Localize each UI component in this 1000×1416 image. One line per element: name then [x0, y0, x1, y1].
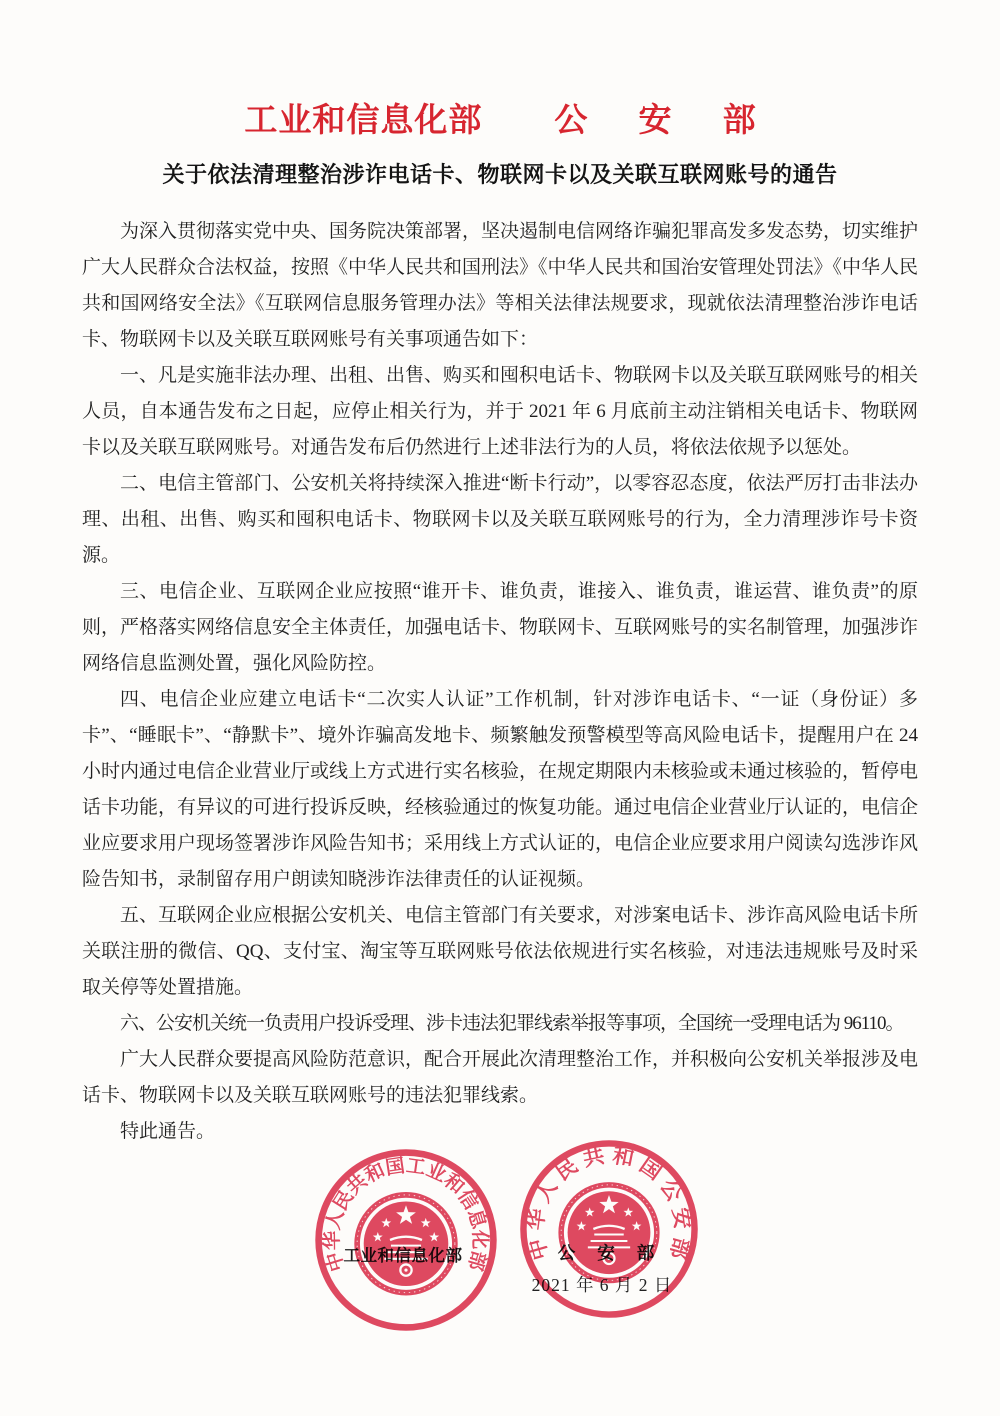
ministry-header — [0, 0, 1000, 141]
paragraph: 一、凡是实施非法办理、出租、出售、购买和囤积电话卡、物联网卡以及关联互联网账号的相关人员，自本通告发布之日起，应停止相关行为，并于 2021 年 6 月底前主动注销相关电话卡、物联网卡以及关联互联网账号。对通告发布后仍然进行上述非法行为的人员，将依法依规予以惩处。 — [82, 365, 919, 458]
national-emblem-icon — [561, 1185, 657, 1281]
document-body — [82, 214, 918, 1150]
paragraph: 五、互联网企业应根据公安机关、电信主管部门有关要求，对涉案电话卡、涉诈高风险电话卡所关联注册的微信、QQ、支付宝、淘宝等互联网账号依法依规进行实名核验，对违法违规账号及时采取关停等处置措施。 — [82, 905, 919, 998]
paragraph: 特此通告。 — [120, 1121, 216, 1142]
paragraph: 为深入贯彻落实党中央、国务院决策部署，坚决遏制电信网络诈骗犯罪高发多发态势，切实维护广大人民群众合法权益，按照《中华人民共和国刑法》《中华人民共和国治安管理处罚法》《中华人民共和国网络安全法》《互联网信息服务管理办法》等相关法律法规要求，现就依法清理整治涉诈电话卡、物联网卡以及关联互联网账号有关事项通告如下： — [82, 221, 919, 350]
document-title: 关于依法清理整治涉诈电话卡、物联网卡以及关联互联网账号的通告 — [162, 162, 838, 187]
seal-ring-text: 中华人民共和国工业和信息化部 — [322, 1155, 490, 1274]
printed-department-name-miit: 工业和信息化部 — [343, 1246, 463, 1265]
seal-ring-text: 中华人民共和国公安部 — [523, 1143, 695, 1263]
paragraph: 六、公安机关统一负责用户投诉受理、涉卡违法犯罪线索举报等事项，全国统一受理电话为 96110。 — [120, 1013, 904, 1034]
paragraph: 二、电信主管部门、公安机关将持续深入推进“断卡行动”，以零容忍态度，依法严厉打击非法办理、出租、出售、购买和囤积电话卡、物联网卡以及关联互联网账号的行为，全力清理涉诈号卡资源。 — [82, 473, 918, 566]
miit-official-seal — [312, 1146, 500, 1334]
paragraph: 四、电信企业应建立电话卡“二次实人认证”工作机制，针对涉诈电话卡、“一证（身份证）多卡”、“睡眠卡”、“静默卡”、境外诈骗高发地卡、频繁触发预警模型等高风险电话卡，提醒用户在 24 小时内通过电信企业营业厅或线上方式进行实名核验，在规定期限内未核验或未通过核验的，暂停电话卡功能，有异议的可进行投诉反映，经核验通过的恢复功能。通过电信企业营业厅认证的，电信企业应要求用户现场签署涉诈风险告知书；采用线上方式认证的，电信企业应要求用户阅读勾选涉诈风险告知书，录制留存用户朗读知晓涉诈法律责任的认证视频。 — [82, 689, 919, 890]
printed-department-name-mps: 公安部 — [557, 1243, 677, 1263]
miit-seal-graphic — [312, 1146, 500, 1334]
seal-date: 2021 年 6 月 2 日 — [531, 1275, 673, 1295]
ministry-right-title: 公安部 — [554, 103, 807, 139]
paragraph: 广大人民群众要提高风险防范意识，配合开展此次清理整治工作，并积极向公安机关举报涉及电话卡、物联网卡以及关联互联网账号的违法犯罪线索。 — [82, 1049, 919, 1106]
paragraph: 三、电信企业、互联网企业应按照“谁开卡、谁负责，谁接入、谁负责，谁运营、谁负责”的原则，严格落实网络信息安全主体责任，加强电话卡、物联网卡、互联网账号的实名制管理，加强涉诈网络信息监测处置，强化风险防控。 — [82, 581, 919, 674]
seal-area — [0, 1143, 1000, 1356]
ministry-left-title: 工业和信息化部 — [244, 103, 483, 139]
